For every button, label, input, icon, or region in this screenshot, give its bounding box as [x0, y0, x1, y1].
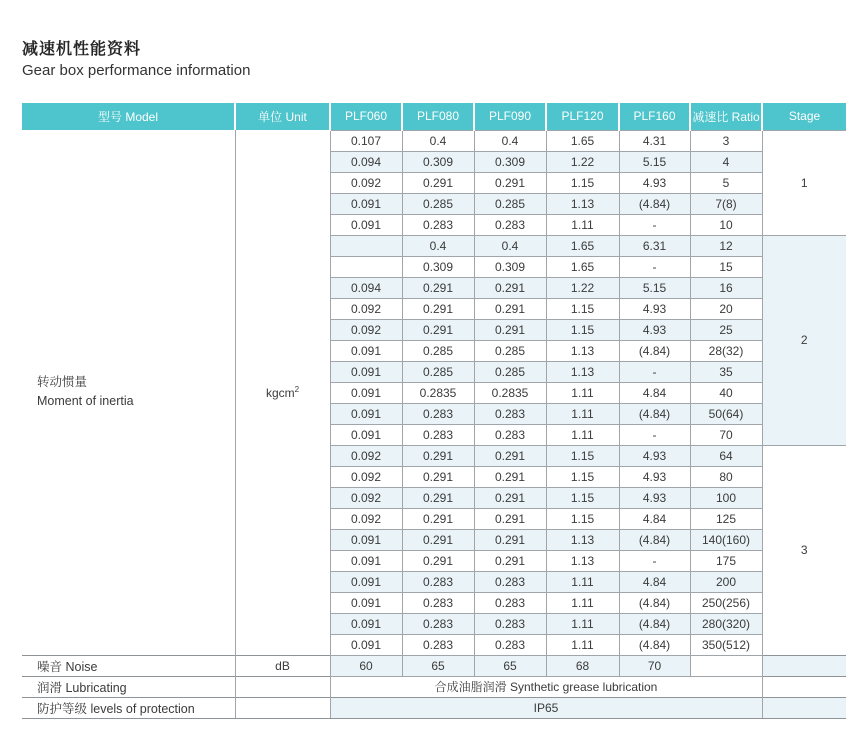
- data-cell: 5: [690, 172, 762, 193]
- data-cell: 200: [690, 571, 762, 592]
- data-cell: 28(32): [690, 340, 762, 361]
- data-cell: 0.285: [474, 193, 546, 214]
- data-cell: 0.092: [330, 445, 402, 466]
- data-cell: 4.93: [619, 172, 690, 193]
- data-cell: 0.091: [330, 424, 402, 445]
- data-cell: 0.309: [474, 256, 546, 277]
- data-cell: 3: [690, 130, 762, 151]
- protection-unit-empty-cell: [235, 697, 330, 718]
- noise-stage-empty-cell: [762, 655, 846, 676]
- noise-value-plf080: 65: [402, 655, 474, 676]
- data-cell: (4.84): [619, 193, 690, 214]
- data-cell: [330, 235, 402, 256]
- stage-cell: 1: [762, 130, 846, 235]
- data-cell: 1.11: [546, 382, 619, 403]
- data-cell: 1.15: [546, 298, 619, 319]
- noise-value-plf120: 68: [546, 655, 619, 676]
- data-cell: 0.291: [402, 529, 474, 550]
- data-cell: (4.84): [619, 529, 690, 550]
- protection-label: 防护等级 levels of protection: [22, 697, 235, 718]
- data-cell: 0.285: [402, 193, 474, 214]
- data-cell: 140(160): [690, 529, 762, 550]
- data-cell: 0.291: [474, 508, 546, 529]
- data-cell: 0.283: [402, 634, 474, 655]
- gearbox-performance-table: [22, 103, 846, 719]
- data-cell: 1.15: [546, 487, 619, 508]
- noise-row: [22, 655, 846, 676]
- data-cell: 0.091: [330, 382, 402, 403]
- data-cell: 4: [690, 151, 762, 172]
- data-cell: 4.31: [619, 130, 690, 151]
- data-cell: 0.4: [402, 235, 474, 256]
- data-cell: 0.283: [474, 634, 546, 655]
- data-cell: 0.092: [330, 172, 402, 193]
- data-cell: 0.291: [402, 445, 474, 466]
- data-cell: 1.11: [546, 403, 619, 424]
- page-title-zh: 减速机性能资料: [22, 41, 142, 58]
- data-cell: 0.091: [330, 403, 402, 424]
- data-cell: 0.094: [330, 151, 402, 172]
- header-stage: Stage: [762, 103, 846, 130]
- data-cell: 35: [690, 361, 762, 382]
- data-cell: 0.291: [402, 466, 474, 487]
- data-cell: [330, 256, 402, 277]
- data-cell: 0.107: [330, 130, 402, 151]
- data-cell: 80: [690, 466, 762, 487]
- data-cell: 5.15: [619, 151, 690, 172]
- data-cell: 0.309: [474, 151, 546, 172]
- data-cell: 1.15: [546, 508, 619, 529]
- data-cell: 10: [690, 214, 762, 235]
- data-cell: 0.309: [402, 256, 474, 277]
- moment-of-inertia-cell: [22, 130, 235, 655]
- data-cell: 0.291: [402, 508, 474, 529]
- data-cell: 20: [690, 298, 762, 319]
- data-cell: 4.93: [619, 466, 690, 487]
- header-plf160: PLF160: [619, 103, 690, 130]
- data-cell: 0.291: [474, 298, 546, 319]
- data-cell: 6.31: [619, 235, 690, 256]
- header-ratio: 减速比 Ratio: [690, 103, 762, 130]
- data-cell: 0.091: [330, 340, 402, 361]
- data-cell: 0.283: [402, 403, 474, 424]
- data-cell: 70: [690, 424, 762, 445]
- data-cell: 1.22: [546, 151, 619, 172]
- data-cell: 0.283: [474, 403, 546, 424]
- data-cell: 0.092: [330, 487, 402, 508]
- data-cell: 0.283: [474, 424, 546, 445]
- data-cell: 64: [690, 445, 762, 466]
- data-cell: 1.11: [546, 424, 619, 445]
- data-cell: 0.091: [330, 550, 402, 571]
- header-plf060: PLF060: [330, 103, 402, 130]
- data-cell: 1.13: [546, 361, 619, 382]
- data-cell: 0.291: [402, 298, 474, 319]
- lubricating-stage-empty-cell: [762, 676, 846, 697]
- data-cell: 0.285: [402, 340, 474, 361]
- protection-stage-empty-cell: [762, 697, 846, 718]
- data-cell: -: [619, 550, 690, 571]
- noise-value-plf090: 65: [474, 655, 546, 676]
- data-cell: 1.13: [546, 340, 619, 361]
- protection-row: [22, 697, 846, 718]
- data-cell: 1.15: [546, 445, 619, 466]
- data-cell: 0.291: [474, 172, 546, 193]
- noise-label: 噪音 Noise: [22, 655, 235, 676]
- data-cell: 4.84: [619, 508, 690, 529]
- inertia-rows: [22, 130, 846, 655]
- data-cell: 0.091: [330, 529, 402, 550]
- data-cell: 0.091: [330, 361, 402, 382]
- data-cell: 1.15: [546, 319, 619, 340]
- data-cell: 0.283: [474, 214, 546, 235]
- data-cell: 0.4: [474, 235, 546, 256]
- inertia-row: [22, 130, 846, 151]
- data-cell: 0.091: [330, 613, 402, 634]
- stage-cell: 3: [762, 445, 846, 655]
- data-cell: 0.091: [330, 592, 402, 613]
- data-cell: 0.285: [474, 340, 546, 361]
- stage-cell: 2: [762, 235, 846, 445]
- data-cell: -: [619, 256, 690, 277]
- data-cell: 100: [690, 487, 762, 508]
- data-cell: 1.65: [546, 130, 619, 151]
- data-cell: 4.84: [619, 571, 690, 592]
- unit-base: kgcm: [265, 385, 295, 400]
- data-cell: 0.291: [474, 445, 546, 466]
- data-cell: 0.092: [330, 298, 402, 319]
- data-cell: 16: [690, 277, 762, 298]
- data-cell: 0.291: [474, 487, 546, 508]
- data-cell: 0.291: [402, 550, 474, 571]
- data-cell: 12: [690, 235, 762, 256]
- data-cell: 0.283: [402, 214, 474, 235]
- lubricating-label: 润滑 Lubricating: [22, 676, 235, 697]
- data-cell: 7(8): [690, 193, 762, 214]
- table-header: [22, 103, 846, 130]
- noise-unit: dB: [235, 655, 330, 676]
- data-cell: 280(320): [690, 613, 762, 634]
- data-cell: 1.22: [546, 277, 619, 298]
- unit-superscript: 2: [294, 384, 300, 394]
- data-cell: 0.092: [330, 466, 402, 487]
- data-cell: 1.13: [546, 193, 619, 214]
- header-unit: 单位 Unit: [235, 103, 330, 130]
- data-cell: 1.13: [546, 550, 619, 571]
- data-cell: 0.283: [402, 592, 474, 613]
- data-cell: 5.15: [619, 277, 690, 298]
- data-cell: 0.091: [330, 571, 402, 592]
- noise-value-plf060: 60: [330, 655, 402, 676]
- lubricating-unit-empty-cell: [235, 676, 330, 697]
- header-model: 型号 Model: [22, 103, 235, 130]
- data-cell: 0.283: [402, 424, 474, 445]
- data-cell: 0.285: [474, 361, 546, 382]
- header-plf120: PLF120: [546, 103, 619, 130]
- data-cell: (4.84): [619, 592, 690, 613]
- data-cell: 40: [690, 382, 762, 403]
- data-cell: 4.93: [619, 298, 690, 319]
- data-cell: 0.283: [474, 571, 546, 592]
- data-cell: 1.65: [546, 256, 619, 277]
- data-cell: 0.091: [330, 193, 402, 214]
- data-cell: 350(512): [690, 634, 762, 655]
- data-cell: 0.291: [474, 550, 546, 571]
- data-cell: 25: [690, 319, 762, 340]
- data-cell: 0.091: [330, 214, 402, 235]
- data-cell: 0.092: [330, 508, 402, 529]
- data-cell: 0.283: [402, 613, 474, 634]
- data-cell: 250(256): [690, 592, 762, 613]
- data-cell: 0.291: [402, 172, 474, 193]
- data-cell: 0.283: [474, 613, 546, 634]
- data-cell: 0.291: [474, 466, 546, 487]
- protection-value: IP65: [330, 697, 762, 718]
- noise-ratio-empty-cell: [690, 655, 762, 676]
- data-cell: 0.092: [330, 319, 402, 340]
- row-label-zh: 转动惯量: [37, 374, 88, 389]
- data-cell: 0.309: [402, 151, 474, 172]
- noise-value-plf160: 70: [619, 655, 690, 676]
- data-cell: 4.84: [619, 382, 690, 403]
- data-cell: 0.4: [474, 130, 546, 151]
- header-plf080: PLF080: [402, 103, 474, 130]
- data-cell: 0.291: [402, 487, 474, 508]
- data-cell: 4.93: [619, 487, 690, 508]
- data-cell: 0.2835: [402, 382, 474, 403]
- lubricating-value: 合成油脂润滑 Synthetic grease lubrication: [330, 676, 762, 697]
- unit-value-cell: [235, 130, 330, 655]
- data-cell: 1.11: [546, 613, 619, 634]
- data-cell: 125: [690, 508, 762, 529]
- footer-rows: [22, 655, 846, 718]
- row-label-en: Moment of inertia: [37, 394, 134, 409]
- data-cell: 1.11: [546, 571, 619, 592]
- data-cell: 0.291: [474, 319, 546, 340]
- data-cell: 1.11: [546, 214, 619, 235]
- data-cell: (4.84): [619, 403, 690, 424]
- data-cell: 0.2835: [474, 382, 546, 403]
- data-cell: 1.11: [546, 634, 619, 655]
- data-cell: 1.65: [546, 235, 619, 256]
- data-cell: -: [619, 361, 690, 382]
- data-cell: 50(64): [690, 403, 762, 424]
- header-plf090: PLF090: [474, 103, 546, 130]
- data-cell: 0.285: [402, 361, 474, 382]
- data-cell: 0.291: [402, 277, 474, 298]
- data-cell: 0.091: [330, 634, 402, 655]
- data-cell: 0.283: [402, 571, 474, 592]
- lubricating-row: [22, 676, 846, 697]
- header-row: [22, 103, 846, 130]
- data-cell: (4.84): [619, 634, 690, 655]
- page-title-en: Gear box performance information: [22, 62, 251, 79]
- data-cell: 4.93: [619, 445, 690, 466]
- data-cell: 175: [690, 550, 762, 571]
- data-cell: 0.291: [474, 277, 546, 298]
- data-cell: (4.84): [619, 613, 690, 634]
- data-cell: 0.094: [330, 277, 402, 298]
- data-cell: 4.93: [619, 319, 690, 340]
- data-cell: -: [619, 424, 690, 445]
- data-cell: 0.4: [402, 130, 474, 151]
- data-cell: 1.13: [546, 529, 619, 550]
- data-cell: 1.11: [546, 592, 619, 613]
- data-cell: 0.291: [402, 319, 474, 340]
- data-cell: (4.84): [619, 340, 690, 361]
- data-cell: 1.15: [546, 172, 619, 193]
- data-cell: 15: [690, 256, 762, 277]
- data-cell: 1.15: [546, 466, 619, 487]
- data-cell: 0.283: [474, 592, 546, 613]
- data-cell: -: [619, 214, 690, 235]
- data-cell: 0.291: [474, 529, 546, 550]
